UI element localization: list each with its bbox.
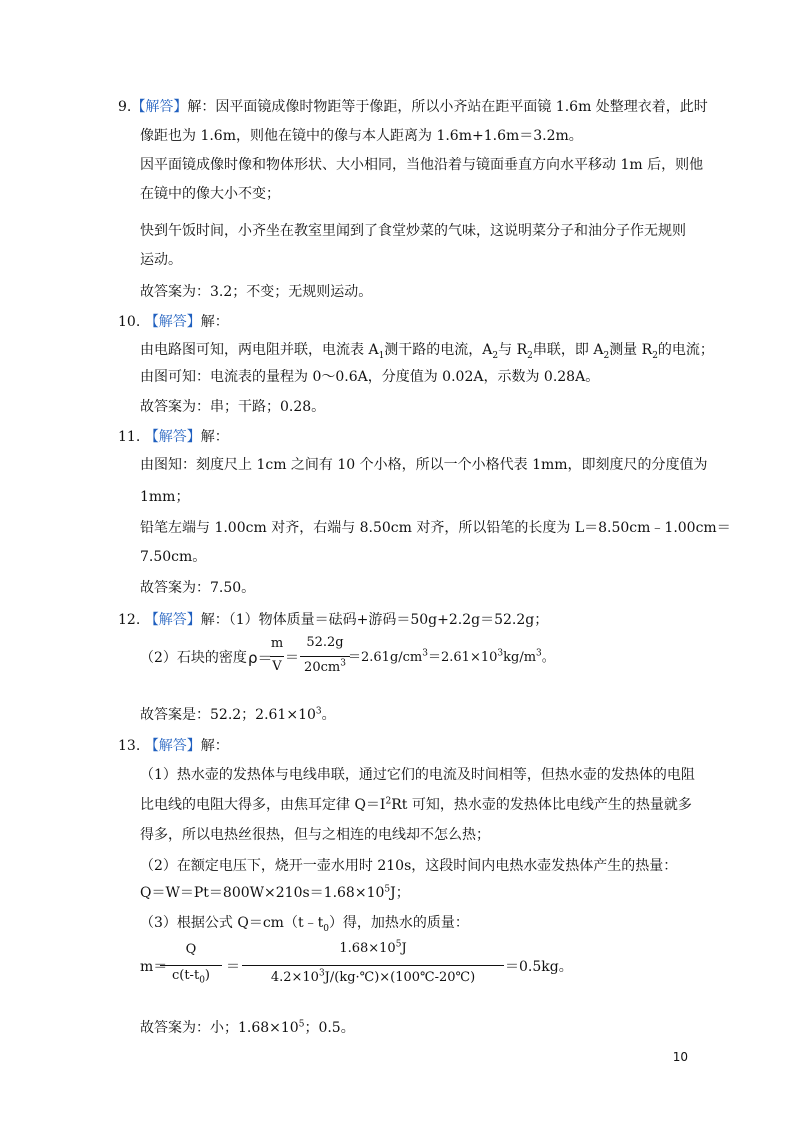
q10-text-a: 由电路图可知，两电阻并联，电流表 A	[140, 342, 379, 358]
q13-line-6	[140, 913, 469, 933]
q12-rho: ρ＝	[248, 649, 273, 667]
q13-answer-sup: 5	[298, 1019, 305, 1030]
q11-header	[118, 427, 229, 447]
q13-line-6-sub: 0	[323, 923, 329, 934]
q13-frac2-num-a: 1.68×10	[339, 941, 396, 956]
q13-frac1-den	[160, 968, 222, 986]
q13-line-2-sup: 2	[385, 796, 392, 807]
q13-frac2-num-b: J	[401, 941, 407, 956]
q10-sub-3: 2	[527, 350, 533, 361]
q12-result	[348, 648, 555, 668]
q11-line-4: 7.50cm。	[140, 549, 207, 565]
q12-result-d: 。	[541, 650, 555, 665]
q10-sub-2: 2	[492, 350, 499, 361]
q12-frac1-bar	[270, 656, 284, 657]
q13-line-5-sup: 5	[384, 884, 391, 895]
q12-result-a: ＝2.61g/cm	[348, 650, 423, 665]
q13-line-2-a: 比电线的电阻大得多，由焦耳定律 Q＝I	[140, 797, 386, 813]
q10-sub-1: 1	[378, 350, 385, 361]
q13-line-5-a: Q＝W＝Pt＝800W×210s＝1.68×10	[140, 885, 385, 901]
q13-frac2-den-b: J/(kg·℃)×(100℃-20℃)	[324, 970, 476, 985]
q12-answer-tag: 【解答】	[144, 612, 201, 628]
q11-answer-tag: 【解答】	[144, 429, 201, 445]
q13-answer-b: ；0.5。	[304, 1020, 355, 1036]
q13-frac1-bar	[160, 965, 222, 966]
q13-frac1-den-a: c(t-t	[171, 968, 200, 983]
q13-frac2-num-sup: 5	[395, 939, 402, 950]
q10-text-f: 的电流；	[657, 342, 714, 358]
q13-line-6-a: （3）根据公式 Q＝cm（t﹣t	[140, 915, 324, 931]
q11-answer: 故答案为：7.50。	[140, 580, 256, 596]
q13-line-1: （1）热水壶的发热体与电线串联，通过它们的电流及时间相等，但热水壶的发热体的电阻	[140, 767, 695, 783]
q10-line-1	[140, 340, 714, 360]
q12-answer-sup: 3	[315, 706, 322, 717]
q10-header	[118, 312, 229, 332]
q12-result-sup2: 3	[497, 648, 504, 659]
q12-line-1	[118, 610, 548, 630]
q13-line-3: 得多，所以电热丝很热，但与之相连的电线却不怎么热；	[140, 827, 490, 843]
q12-frac1-num: m	[270, 636, 284, 651]
q10-text-c: 与 R	[498, 342, 528, 358]
q10-sub-4: 2	[603, 350, 610, 361]
q12-text-1: 解：（1）物体质量＝砝码+游码＝50g+2.2g＝52.2g；	[200, 612, 549, 628]
q10-text-d: 串联，即 A	[532, 342, 604, 358]
q13-line-2	[140, 795, 692, 815]
q12-frac2-num: 52.2g	[306, 635, 344, 650]
q13-answer-a: 故答案为：小；1.68×10	[140, 1020, 299, 1036]
q13-line-4: （2）在额定电压下，烧开一壶水用时 210s，这段时间内电热水壶发热体产生的热量：	[140, 858, 678, 874]
q10-line-2: 由图可知：电流表的量程为 0～0.6A，分度值为 0.02A，示数为 0.28A。	[140, 369, 600, 385]
q12-result-c: kg/m	[503, 650, 537, 665]
q10-jie: 解：	[200, 314, 229, 330]
q13-line-5	[140, 883, 410, 903]
q9-answer-tag: 【解答】	[131, 99, 188, 115]
q13-frac2-den-a: 4.2×10	[270, 970, 319, 985]
q13-header	[118, 736, 229, 756]
q12-result-sup1: 3	[422, 648, 428, 659]
q12-frac2-den-sup: 3	[340, 658, 346, 669]
q10-answer: 故答案为：串；干路；0.28。	[140, 399, 326, 415]
q13-formula-eq: ＝	[226, 959, 240, 975]
q9-line-5: 快到午饭时间，小齐坐在教室里闻到了食堂炒菜的气味，这说明菜分子和油分子作无规则	[140, 223, 686, 239]
q13-line-6-b: ）得，加热水的质量：	[328, 915, 469, 931]
q12-frac2-den-text: 20cm	[304, 660, 341, 675]
q13-frac2-den	[242, 970, 504, 985]
q13-answer-tag: 【解答】	[144, 738, 201, 754]
q12-number: 12.	[118, 612, 141, 628]
q12-frac1-den: V	[272, 659, 282, 674]
q12-frac2-bar	[300, 656, 350, 657]
q13-frac2-num	[242, 941, 504, 956]
q9-answer: 故答案为：3.2；不变；无规则运动。	[140, 284, 373, 300]
q13-frac1-den-b: )	[204, 968, 210, 983]
q11-number: 11.	[118, 429, 141, 445]
q12-result-b: ＝2.61×10	[428, 650, 498, 665]
q9-number: 9.	[118, 99, 132, 115]
q13-answer	[140, 1018, 355, 1038]
q9-text-1: 解：因平面镜成像时物距等于像距，所以小齐站在距平面镜 1.6m 处整理衣着，此时	[187, 99, 708, 115]
q11-line-1: 由图知：刻度尺上 1cm 之间有 10 个小格，所以一个小格代表 1mm，即刻度尺的分度值为	[140, 457, 708, 473]
q11-line-2: 1mm；	[140, 489, 190, 505]
q13-line-5-b: J；	[390, 885, 410, 901]
q12-answer	[140, 705, 336, 725]
q13-frac2-den-sup: 3	[318, 968, 325, 979]
q10-text-b: 测干路的电流，A	[384, 342, 493, 358]
q11-line-3: 铅笔左端与 1.00cm 对齐，右端与 8.50cm 对齐，所以铅笔的长度为 L＝8.50cm﹣1.00cm＝	[140, 520, 731, 536]
q10-sub-5: 2	[652, 350, 658, 361]
q13-number: 13.	[118, 738, 141, 754]
q10-answer-tag: 【解答】	[144, 314, 201, 330]
q9-line-1	[118, 97, 708, 117]
q12-frac2-den	[300, 660, 350, 675]
q10-number: 10.	[118, 314, 141, 330]
q13-frac1-den-sub: 0	[199, 975, 205, 986]
q12-density-label: （2）石块的密度	[140, 650, 247, 666]
q12-eq: ＝	[285, 650, 299, 666]
q9-line-4: 在镜中的像大小不变；	[140, 186, 280, 202]
q10-text-e: 测量 R	[609, 342, 653, 358]
q13-jie: 解：	[200, 738, 229, 754]
q13-formula-m: m＝	[140, 959, 168, 975]
page-number: 10	[672, 1050, 688, 1064]
q12-answer-b: 。	[321, 707, 336, 723]
q12-result-sup3: 3	[536, 648, 542, 659]
q9-line-6: 运动。	[140, 252, 182, 268]
q11-jie: 解：	[200, 429, 229, 445]
q13-frac2-bar	[242, 965, 504, 966]
q13-line-2-b: Rt 可知，热水壶的发热体比电线产生的热量就多	[391, 797, 692, 813]
q12-answer-a: 故答案是：52.2；2.61×10	[140, 707, 316, 723]
q9-line-2: 像距也为 1.6m，则他在镜中的像与本人距离为 1.6m+1.6m＝3.2m。	[140, 128, 583, 144]
q13-formula-result: ＝0.5kg。	[505, 959, 573, 975]
q13-frac1-num: Q	[185, 942, 197, 957]
q9-line-3: 因平面镜成像时像和物体形状、大小相同，当他沿着与镜面垂直方向水平移动 1m 后，则他	[140, 157, 704, 173]
